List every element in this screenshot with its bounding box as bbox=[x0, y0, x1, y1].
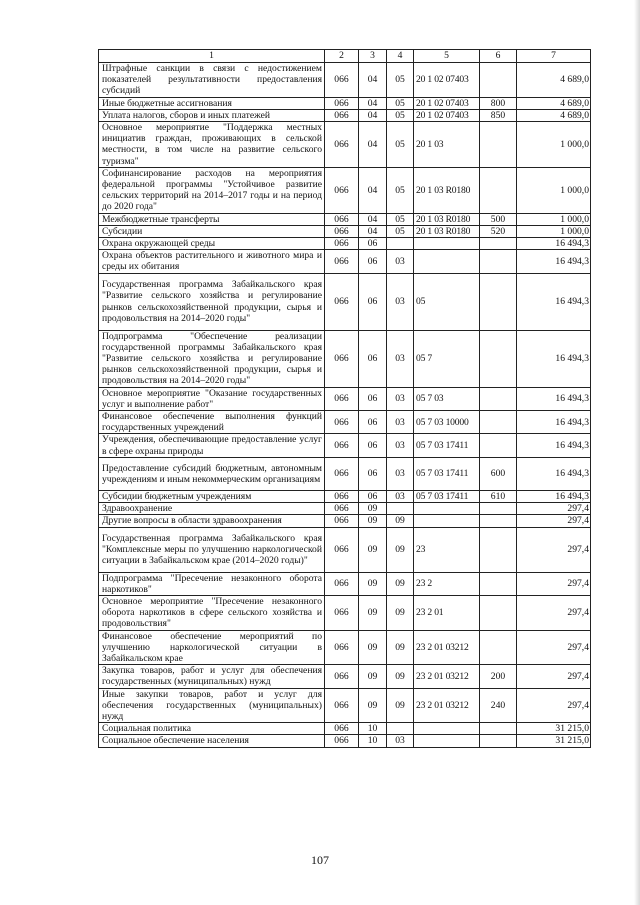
cell-admin-code: 066 bbox=[325, 250, 359, 273]
cell-expense-type bbox=[480, 434, 517, 457]
cell-expense-type: 610 bbox=[480, 490, 517, 502]
cell-section: 04 bbox=[359, 213, 387, 225]
header-cell-4: 4 bbox=[387, 50, 414, 63]
cell-section: 06 bbox=[359, 238, 387, 250]
cell-target-article: 20 1 03 R0180 bbox=[414, 225, 480, 237]
cell-amount: 297,4 bbox=[517, 665, 591, 688]
cell-section: 09 bbox=[359, 630, 387, 665]
cell-admin-code: 066 bbox=[325, 63, 359, 98]
table-row bbox=[99, 503, 591, 515]
cell-section: 06 bbox=[359, 434, 387, 457]
cell-expense-type bbox=[480, 723, 517, 735]
table-row bbox=[99, 411, 591, 434]
cell-target-article bbox=[414, 503, 480, 515]
cell-expense-type: 240 bbox=[480, 688, 517, 723]
cell-expense-type bbox=[480, 167, 517, 213]
cell-expense-type: 520 bbox=[480, 225, 517, 237]
cell-subsection: 05 bbox=[387, 213, 414, 225]
table-row bbox=[99, 238, 591, 250]
cell-amount: 297,4 bbox=[517, 688, 591, 723]
cell-expense-type: 200 bbox=[480, 665, 517, 688]
table-row bbox=[99, 97, 591, 109]
cell-target-article bbox=[414, 238, 480, 250]
cell-expense-type bbox=[480, 273, 517, 330]
cell-admin-code: 066 bbox=[325, 688, 359, 723]
cell-amount: 297,4 bbox=[517, 527, 591, 572]
cell-admin-code: 066 bbox=[325, 572, 359, 595]
table-row bbox=[99, 213, 591, 225]
cell-name: Предоставление субсидий бюджетным, автономным учреждениям и иным некоммерческим организациям bbox=[99, 457, 325, 490]
cell-amount: 297,4 bbox=[517, 630, 591, 665]
cell-admin-code: 066 bbox=[325, 735, 359, 747]
cell-section: 09 bbox=[359, 595, 387, 630]
table-row bbox=[99, 527, 591, 572]
cell-name: Финансовое обеспечение мероприятий по улучшению наркологической ситуации в Забайкальском крае bbox=[99, 630, 325, 665]
cell-amount: 16 494,3 bbox=[517, 490, 591, 502]
cell-name: Охрана объектов растительного и животного мира и среды их обитания bbox=[99, 250, 325, 273]
cell-target-article: 20 1 02 07403 bbox=[414, 97, 480, 109]
cell-admin-code: 066 bbox=[325, 411, 359, 434]
cell-amount: 297,4 bbox=[517, 595, 591, 630]
header-cell-2: 2 bbox=[325, 50, 359, 63]
cell-section: 04 bbox=[359, 167, 387, 213]
cell-section: 04 bbox=[359, 225, 387, 237]
cell-name: Основное мероприятие "Пресечение незаконного оборота наркотиков в сфере сельского хозяйства и продовольствия" bbox=[99, 595, 325, 630]
cell-subsection: 03 bbox=[387, 735, 414, 747]
cell-subsection: 03 bbox=[387, 490, 414, 502]
cell-name: Подпрограмма "Пресечение незаконного оборота наркотиков" bbox=[99, 572, 325, 595]
cell-admin-code: 066 bbox=[325, 515, 359, 527]
cell-subsection: 03 bbox=[387, 457, 414, 490]
cell-name: Субсидии бюджетным учреждениям bbox=[99, 490, 325, 502]
cell-subsection: 09 bbox=[387, 688, 414, 723]
cell-target-article: 20 1 02 07403 bbox=[414, 109, 480, 121]
cell-section: 06 bbox=[359, 457, 387, 490]
cell-name: Уплата налогов, сборов и иных платежей bbox=[99, 109, 325, 121]
cell-admin-code: 066 bbox=[325, 527, 359, 572]
cell-expense-type bbox=[480, 527, 517, 572]
cell-section: 09 bbox=[359, 515, 387, 527]
table-row bbox=[99, 630, 591, 665]
table-row bbox=[99, 167, 591, 213]
table-row bbox=[99, 387, 591, 410]
cell-expense-type bbox=[480, 503, 517, 515]
cell-subsection: 05 bbox=[387, 109, 414, 121]
cell-name: Финансовое обеспечение выполнения функций государственных учреждений bbox=[99, 411, 325, 434]
cell-admin-code: 066 bbox=[325, 490, 359, 502]
cell-name: Штрафные санкции в связи с недостижением показателей результативности предоставления субсидий bbox=[99, 63, 325, 98]
cell-section: 09 bbox=[359, 503, 387, 515]
cell-amount: 16 494,3 bbox=[517, 434, 591, 457]
cell-amount: 16 494,3 bbox=[517, 457, 591, 490]
cell-admin-code: 066 bbox=[325, 330, 359, 387]
cell-section: 04 bbox=[359, 63, 387, 98]
cell-subsection: 03 bbox=[387, 330, 414, 387]
cell-subsection: 03 bbox=[387, 387, 414, 410]
cell-name: Учреждения, обеспечивающие предоставление услуг в сфере охраны природы bbox=[99, 434, 325, 457]
cell-section: 09 bbox=[359, 688, 387, 723]
cell-target-article: 23 2 01 bbox=[414, 595, 480, 630]
table-row bbox=[99, 457, 591, 490]
table-row bbox=[99, 723, 591, 735]
cell-subsection: 03 bbox=[387, 434, 414, 457]
cell-amount: 16 494,3 bbox=[517, 387, 591, 410]
cell-subsection: 05 bbox=[387, 122, 414, 168]
cell-target-article: 05 7 bbox=[414, 330, 480, 387]
cell-section: 06 bbox=[359, 250, 387, 273]
cell-target-article: 20 1 03 R0180 bbox=[414, 213, 480, 225]
cell-section: 06 bbox=[359, 330, 387, 387]
cell-expense-type bbox=[480, 411, 517, 434]
cell-name: Государственная программа Забайкальского края "Комплексные меры по улучшению наркологической ситуации в Забайкальском крае (2014–2020 годы)" bbox=[99, 527, 325, 572]
header-cell-1: 1 bbox=[99, 50, 325, 63]
page-edge-shadow bbox=[634, 0, 640, 905]
cell-target-article: 05 7 03 17411 bbox=[414, 490, 480, 502]
cell-subsection: 03 bbox=[387, 250, 414, 273]
cell-name: Иные бюджетные ассигнования bbox=[99, 97, 325, 109]
cell-expense-type: 800 bbox=[480, 97, 517, 109]
cell-target-article: 23 2 01 03212 bbox=[414, 630, 480, 665]
cell-expense-type bbox=[480, 630, 517, 665]
cell-amount: 31 215,0 bbox=[517, 723, 591, 735]
table-row bbox=[99, 225, 591, 237]
cell-name: Иные закупки товаров, работ и услуг для обеспечения государственных (муниципальных) нужд bbox=[99, 688, 325, 723]
cell-section: 09 bbox=[359, 572, 387, 595]
cell-subsection: 03 bbox=[387, 273, 414, 330]
cell-amount: 297,4 bbox=[517, 572, 591, 595]
cell-name: Социальная политика bbox=[99, 723, 325, 735]
cell-admin-code: 066 bbox=[325, 503, 359, 515]
cell-amount: 1 000,0 bbox=[517, 122, 591, 168]
cell-admin-code: 066 bbox=[325, 225, 359, 237]
cell-subsection: 05 bbox=[387, 97, 414, 109]
cell-subsection: 09 bbox=[387, 527, 414, 572]
cell-name: Государственная программа Забайкальского края "Развитие сельского хозяйства и регулирование рынков сельскохозяйственной продукции, сырья и продовольствия на 2014–2020 годы" bbox=[99, 273, 325, 330]
budget-table bbox=[98, 49, 591, 748]
cell-expense-type: 500 bbox=[480, 213, 517, 225]
cell-name: Основное мероприятие "Оказание государственных услуг и выполнение работ" bbox=[99, 387, 325, 410]
table-row bbox=[99, 688, 591, 723]
cell-admin-code: 066 bbox=[325, 97, 359, 109]
page-number: 107 bbox=[311, 853, 329, 867]
cell-subsection: 05 bbox=[387, 225, 414, 237]
cell-target-article: 05 7 03 17411 bbox=[414, 434, 480, 457]
cell-amount: 4 689,0 bbox=[517, 97, 591, 109]
cell-admin-code: 066 bbox=[325, 122, 359, 168]
cell-subsection: 05 bbox=[387, 63, 414, 98]
table-row bbox=[99, 250, 591, 273]
cell-subsection: 09 bbox=[387, 665, 414, 688]
table-row bbox=[99, 273, 591, 330]
cell-amount: 1 000,0 bbox=[517, 213, 591, 225]
header-cell-6: 6 bbox=[480, 50, 517, 63]
cell-admin-code: 066 bbox=[325, 434, 359, 457]
cell-admin-code: 066 bbox=[325, 167, 359, 213]
cell-name: Закупка товаров, работ и услуг для обеспечения государственных (муниципальных) нужд bbox=[99, 665, 325, 688]
cell-section: 09 bbox=[359, 665, 387, 688]
cell-admin-code: 066 bbox=[325, 723, 359, 735]
cell-expense-type bbox=[480, 515, 517, 527]
table-row bbox=[99, 490, 591, 502]
cell-target-article: 20 1 03 bbox=[414, 122, 480, 168]
cell-subsection: 09 bbox=[387, 595, 414, 630]
cell-target-article: 23 2 01 03212 bbox=[414, 688, 480, 723]
cell-expense-type bbox=[480, 572, 517, 595]
cell-subsection: 09 bbox=[387, 515, 414, 527]
cell-section: 04 bbox=[359, 97, 387, 109]
budget-table-body bbox=[99, 50, 591, 748]
cell-name: Основное мероприятие "Поддержка местных инициатив граждан, проживающих в сельской местности, в том числе на развитие сельского туризма" bbox=[99, 122, 325, 168]
cell-section: 06 bbox=[359, 273, 387, 330]
cell-name: Социальное обеспечение населения bbox=[99, 735, 325, 747]
cell-amount: 16 494,3 bbox=[517, 273, 591, 330]
cell-expense-type bbox=[480, 735, 517, 747]
cell-section: 04 bbox=[359, 109, 387, 121]
table-row bbox=[99, 330, 591, 387]
cell-admin-code: 066 bbox=[325, 630, 359, 665]
cell-amount: 16 494,3 bbox=[517, 250, 591, 273]
table-header-row bbox=[99, 50, 591, 63]
cell-amount: 16 494,3 bbox=[517, 411, 591, 434]
header-cell-7: 7 bbox=[517, 50, 591, 63]
table-row bbox=[99, 515, 591, 527]
cell-amount: 16 494,3 bbox=[517, 238, 591, 250]
cell-section: 06 bbox=[359, 411, 387, 434]
cell-expense-type bbox=[480, 122, 517, 168]
cell-target-article: 05 7 03 10000 bbox=[414, 411, 480, 434]
cell-target-article: 23 2 bbox=[414, 572, 480, 595]
cell-target-article bbox=[414, 515, 480, 527]
cell-expense-type: 850 bbox=[480, 109, 517, 121]
cell-admin-code: 066 bbox=[325, 238, 359, 250]
cell-target-article bbox=[414, 250, 480, 273]
cell-section: 06 bbox=[359, 490, 387, 502]
cell-admin-code: 066 bbox=[325, 213, 359, 225]
cell-subsection bbox=[387, 503, 414, 515]
cell-section: 04 bbox=[359, 122, 387, 168]
cell-subsection: 09 bbox=[387, 572, 414, 595]
cell-amount: 1 000,0 bbox=[517, 167, 591, 213]
cell-subsection: 09 bbox=[387, 630, 414, 665]
cell-expense-type bbox=[480, 387, 517, 410]
table-row bbox=[99, 109, 591, 121]
cell-admin-code: 066 bbox=[325, 109, 359, 121]
cell-section: 10 bbox=[359, 735, 387, 747]
cell-amount: 16 494,3 bbox=[517, 330, 591, 387]
cell-subsection bbox=[387, 723, 414, 735]
cell-expense-type bbox=[480, 63, 517, 98]
cell-name: Здравоохранение bbox=[99, 503, 325, 515]
cell-name: Другие вопросы в области здравоохранения bbox=[99, 515, 325, 527]
cell-amount: 4 689,0 bbox=[517, 109, 591, 121]
table-row bbox=[99, 735, 591, 747]
cell-amount: 4 689,0 bbox=[517, 63, 591, 98]
cell-subsection bbox=[387, 238, 414, 250]
cell-amount: 297,4 bbox=[517, 503, 591, 515]
cell-expense-type bbox=[480, 250, 517, 273]
cell-name: Субсидии bbox=[99, 225, 325, 237]
cell-name: Межбюджетные трансферты bbox=[99, 213, 325, 225]
table-row bbox=[99, 665, 591, 688]
cell-target-article bbox=[414, 735, 480, 747]
cell-name: Охрана окружающей среды bbox=[99, 238, 325, 250]
cell-target-article: 20 1 02 07403 bbox=[414, 63, 480, 98]
table-row bbox=[99, 595, 591, 630]
cell-expense-type bbox=[480, 595, 517, 630]
cell-amount: 31 215,0 bbox=[517, 735, 591, 747]
table-row bbox=[99, 572, 591, 595]
cell-admin-code: 066 bbox=[325, 387, 359, 410]
cell-admin-code: 066 bbox=[325, 595, 359, 630]
table-row bbox=[99, 122, 591, 168]
cell-admin-code: 066 bbox=[325, 273, 359, 330]
cell-expense-type: 600 bbox=[480, 457, 517, 490]
cell-admin-code: 066 bbox=[325, 665, 359, 688]
header-cell-3: 3 bbox=[359, 50, 387, 63]
cell-subsection: 03 bbox=[387, 411, 414, 434]
cell-amount: 297,4 bbox=[517, 515, 591, 527]
cell-admin-code: 066 bbox=[325, 457, 359, 490]
cell-target-article: 23 2 01 03212 bbox=[414, 665, 480, 688]
cell-subsection: 05 bbox=[387, 167, 414, 213]
cell-target-article: 05 bbox=[414, 273, 480, 330]
table-row bbox=[99, 434, 591, 457]
cell-section: 10 bbox=[359, 723, 387, 735]
cell-expense-type bbox=[480, 238, 517, 250]
cell-name: Подпрограмма "Обеспечение реализации государственной программы Забайкальского края "Развитие сельского хозяйства и регулирование рынков сельскохозяйственной продукции, сырья и продовольствия на 2014–2020 годы" bbox=[99, 330, 325, 387]
cell-expense-type bbox=[480, 330, 517, 387]
cell-section: 09 bbox=[359, 527, 387, 572]
cell-name: Софинансирование расходов на мероприятия федеральной программы "Устойчивое развитие сельских территорий на 2014–2017 годы и на период до 2020 года" bbox=[99, 167, 325, 213]
cell-target-article: 05 7 03 17411 bbox=[414, 457, 480, 490]
cell-target-article: 05 7 03 bbox=[414, 387, 480, 410]
cell-target-article bbox=[414, 723, 480, 735]
header-cell-5: 5 bbox=[414, 50, 480, 63]
cell-amount: 1 000,0 bbox=[517, 225, 591, 237]
cell-target-article: 23 bbox=[414, 527, 480, 572]
cell-section: 06 bbox=[359, 387, 387, 410]
cell-target-article: 20 1 03 R0180 bbox=[414, 167, 480, 213]
table-row bbox=[99, 63, 591, 98]
